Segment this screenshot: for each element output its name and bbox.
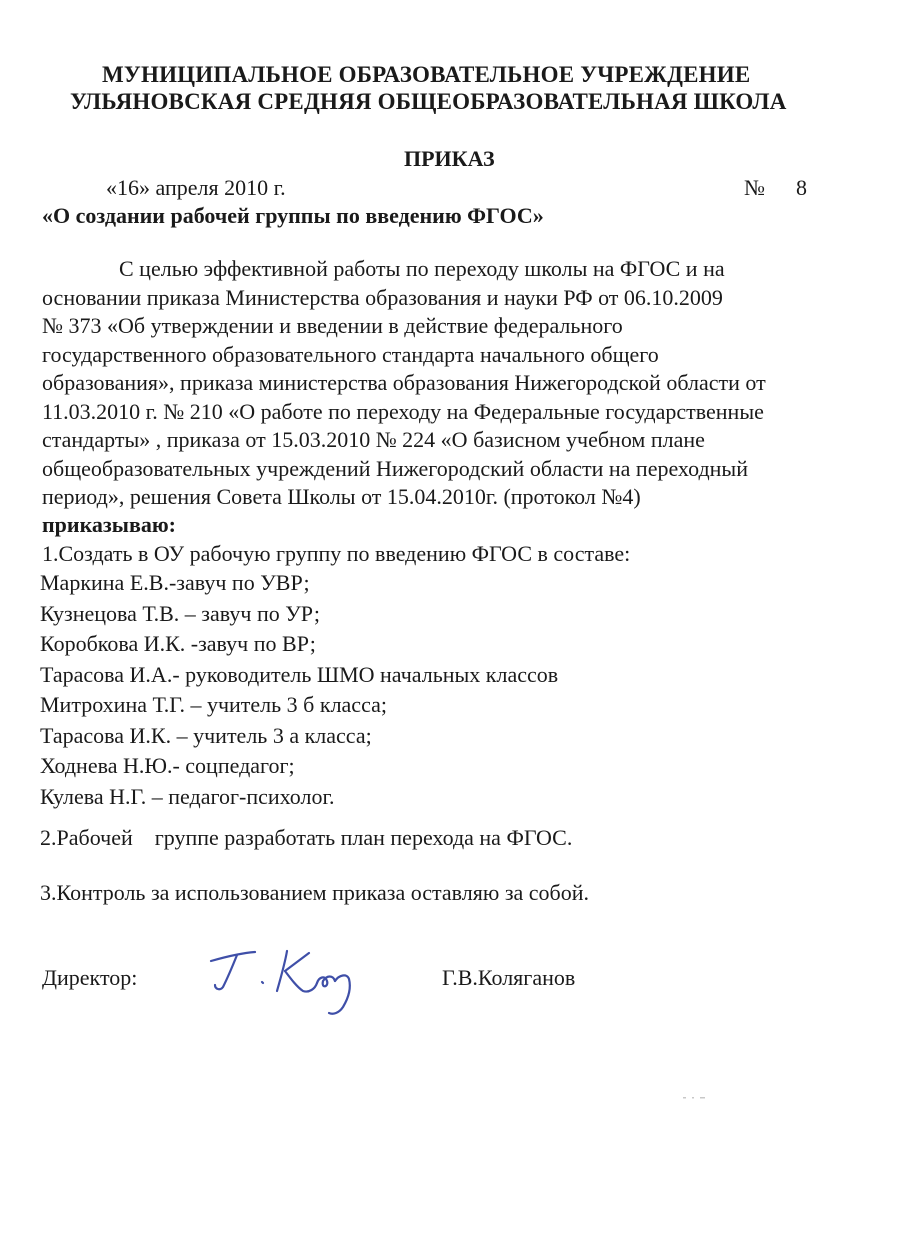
working-group-members — [40, 568, 558, 812]
member-item: Кулева Н.Г. – педагог-психолог. — [40, 783, 335, 809]
preamble-line: период», решения Совета Школы от 15.04.2010г. (протокол №4) — [42, 484, 641, 509]
member-item: Кузнецова Т.В. – завуч по УР; — [40, 600, 320, 626]
preamble-line: государственного образовательного стандарта начального общего — [42, 341, 659, 367]
member-item: Тарасова И.А.- руководитель ШМО начальных классов — [40, 661, 559, 687]
preamble-line: 11.03.2010 г. № 210 «О работе по переходу на Федеральные государственные — [42, 398, 764, 424]
order-date: «16» апреля 2010 г. — [106, 175, 286, 200]
member-item: Тарасова И.К. – учитель 3 а класса; — [40, 722, 372, 748]
order-number-sign: № — [744, 175, 765, 200]
order-subject: «О создании рабочей группы по введению ФГОС» — [42, 203, 544, 228]
decree-word: приказываю: — [42, 512, 176, 537]
director-name: Г.В.Коляганов — [442, 965, 576, 990]
member-item: Коробкова И.К. -завуч по ВР; — [40, 631, 316, 656]
member-item: Ходнева Н.Ю.- соцпедагог; — [40, 753, 295, 778]
member-item: Маркина Е.В.-завуч по УВР; — [40, 570, 310, 595]
order-number: 8 — [796, 175, 807, 200]
preamble-line: № 373 «Об утверждении и введении в действие федерального — [42, 313, 623, 338]
preamble-line: стандарты» , приказа от 15.03.2010 № 224 «О базисном учебном плане — [42, 427, 705, 452]
item-1: 1.Создать в ОУ рабочую группу по введению ФГОС в составе: — [42, 541, 631, 566]
document-title: ПРИКАЗ — [404, 146, 495, 171]
item-2: 2.Рабочей группе разработать план перехода на ФГОС. — [40, 825, 573, 850]
director-label: Директор: — [42, 965, 138, 990]
preamble-paragraph — [42, 255, 872, 512]
preamble-line: образования», приказа министерства образования Нижегородской области от — [42, 370, 766, 395]
preamble-line: С целью эффективной работы по переходу школы на ФГОС и на — [119, 256, 725, 281]
preamble-line: основании приказа Министерства образования и науки РФ от 06.10.2009 — [42, 284, 723, 310]
scan-speck — [683, 1095, 707, 1101]
header-school-name: УЛЬЯНОВСКАЯ СРЕДНЯЯ ОБЩЕОБРАЗОВАТЕЛЬНАЯ ШКОЛА — [70, 89, 787, 114]
item-3: 3.Контроль за использованием приказа оставляю за собой. — [40, 880, 590, 905]
header-organization-type: МУНИЦИПАЛЬНОЕ ОБРАЗОВАТЕЛЬНОЕ УЧРЕЖДЕНИЕ — [102, 62, 751, 87]
director-signature — [205, 935, 375, 1025]
preamble-line: общеобразовательных учреждений Нижегородский области на переходный — [42, 455, 748, 481]
member-item: Митрохина Т.Г. – учитель 3 б класса; — [40, 692, 387, 717]
